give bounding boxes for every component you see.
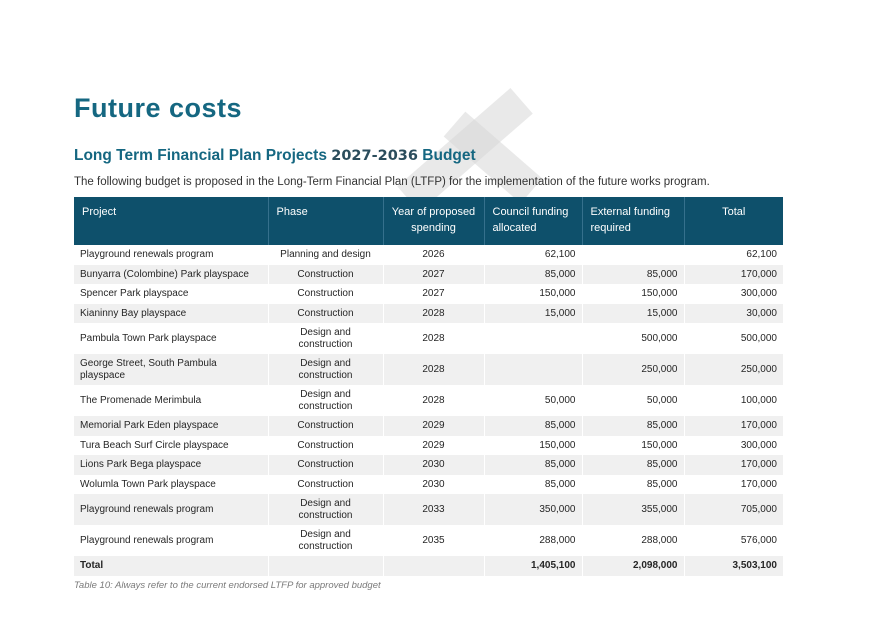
total-external-value: 2,098,000	[582, 556, 684, 576]
cell-external: 85,000	[582, 265, 684, 285]
cell-total: 300,000	[684, 284, 783, 304]
table-row	[74, 494, 783, 525]
cell-project: Pambula Town Park playspace	[74, 323, 268, 354]
cell-total: 300,000	[684, 436, 783, 456]
cell-year: 2035	[383, 525, 484, 556]
cell-council	[484, 354, 582, 385]
table-row	[74, 265, 783, 285]
cell-council	[484, 323, 582, 354]
cell-year: 2028	[383, 354, 484, 385]
cell-project: George Street, South Pambula playspace	[74, 354, 268, 385]
cell-council: 350,000	[484, 494, 582, 525]
cell-council: 15,000	[484, 304, 582, 324]
cell-year: 2033	[383, 494, 484, 525]
cell-total: 30,000	[684, 304, 783, 324]
section-title-budget: Budget	[422, 147, 476, 164]
cell-phase: Design and construction	[268, 354, 383, 385]
cell-council: 50,000	[484, 385, 582, 416]
cell-year: 2030	[383, 455, 484, 475]
cell-year: 2030	[383, 475, 484, 495]
cell-project: Playground renewals program	[74, 525, 268, 556]
cell-year: 2026	[383, 245, 484, 265]
table-row	[74, 323, 783, 354]
cell-project: Playground renewals program	[74, 494, 268, 525]
cell-phase: Design and construction	[268, 525, 383, 556]
table-row	[74, 475, 783, 495]
table-row	[74, 525, 783, 556]
section-title	[74, 147, 783, 165]
cell-external: 150,000	[582, 436, 684, 456]
table-row	[74, 284, 783, 304]
cell-project: Spencer Park playspace	[74, 284, 268, 304]
column-header-total: Total	[684, 197, 783, 245]
cell-phase: Design and construction	[268, 385, 383, 416]
column-header-external: External funding required	[582, 197, 684, 245]
budget-table	[74, 197, 783, 576]
cell-project: Memorial Park Eden playspace	[74, 416, 268, 436]
cell-total: 250,000	[684, 354, 783, 385]
table-row	[74, 385, 783, 416]
cell-project: Playground renewals program	[74, 245, 268, 265]
cell-external: 250,000	[582, 354, 684, 385]
table-cell-empty	[383, 556, 484, 576]
cell-project: The Promenade Merimbula	[74, 385, 268, 416]
cell-phase: Design and construction	[268, 323, 383, 354]
cell-council: 150,000	[484, 284, 582, 304]
cell-total: 62,100	[684, 245, 783, 265]
cell-council: 85,000	[484, 475, 582, 495]
total-label: Total	[74, 556, 268, 576]
cell-external	[582, 245, 684, 265]
cell-phase: Construction	[268, 436, 383, 456]
table-header	[74, 197, 783, 245]
cell-external: 85,000	[582, 475, 684, 495]
table-row	[74, 245, 783, 265]
cell-external: 150,000	[582, 284, 684, 304]
cell-total: 170,000	[684, 416, 783, 436]
page-content	[74, 93, 783, 591]
total-council-value: 1,405,100	[484, 556, 582, 576]
cell-external: 50,000	[582, 385, 684, 416]
cell-year: 2028	[383, 304, 484, 324]
table-cell-empty	[268, 556, 383, 576]
section-title-text: Long Term Financial Plan Projects	[74, 147, 327, 164]
cell-external: 500,000	[582, 323, 684, 354]
cell-total: 576,000	[684, 525, 783, 556]
cell-total: 170,000	[684, 455, 783, 475]
cell-council: 85,000	[484, 455, 582, 475]
cell-total: 170,000	[684, 475, 783, 495]
cell-year: 2027	[383, 284, 484, 304]
cell-project: Wolumla Town Park playspace	[74, 475, 268, 495]
table-body	[74, 245, 783, 576]
table-header-row	[74, 197, 783, 245]
cell-external: 288,000	[582, 525, 684, 556]
page-title: Future costs	[74, 93, 243, 123]
table-row	[74, 304, 783, 324]
column-header-year: Year of proposed spending	[383, 197, 484, 245]
cell-external: 15,000	[582, 304, 684, 324]
cell-project: Bunyarra (Colombine) Park playspace	[74, 265, 268, 285]
cell-year: 2027	[383, 265, 484, 285]
cell-council: 288,000	[484, 525, 582, 556]
cell-phase: Construction	[268, 455, 383, 475]
cell-external: 85,000	[582, 455, 684, 475]
intro-paragraph: The following budget is proposed in the Long-Term Financial Plan (LTFP) for the implementation of the future works program.	[74, 176, 710, 188]
table-row	[74, 436, 783, 456]
cell-council: 85,000	[484, 265, 582, 285]
column-header-council: Council funding allocated	[484, 197, 582, 245]
cell-year: 2028	[383, 385, 484, 416]
cell-year: 2029	[383, 416, 484, 436]
total-total-value: 3,503,100	[684, 556, 783, 576]
cell-external: 85,000	[582, 416, 684, 436]
cell-phase: Design and construction	[268, 494, 383, 525]
cell-phase: Construction	[268, 304, 383, 324]
cell-year: 2028	[383, 323, 484, 354]
cell-phase: Construction	[268, 416, 383, 436]
cell-project: Kianinny Bay playspace	[74, 304, 268, 324]
column-header-project: Project	[74, 197, 268, 245]
cell-total: 170,000	[684, 265, 783, 285]
cell-phase: Construction	[268, 475, 383, 495]
section-title-years: 2027-2036	[331, 148, 418, 164]
table-row	[74, 455, 783, 475]
cell-phase: Construction	[268, 265, 383, 285]
cell-total: 100,000	[684, 385, 783, 416]
cell-project: Tura Beach Surf Circle playspace	[74, 436, 268, 456]
cell-phase: Planning and design	[268, 245, 383, 265]
cell-council: 62,100	[484, 245, 582, 265]
cell-total: 500,000	[684, 323, 783, 354]
table-row	[74, 354, 783, 385]
cell-council: 85,000	[484, 416, 582, 436]
cell-project: Lions Park Bega playspace	[74, 455, 268, 475]
cell-total: 705,000	[684, 494, 783, 525]
column-header-phase: Phase	[268, 197, 383, 245]
cell-external: 355,000	[582, 494, 684, 525]
total-row	[74, 556, 783, 576]
cell-phase: Construction	[268, 284, 383, 304]
cell-council: 150,000	[484, 436, 582, 456]
table-row	[74, 416, 783, 436]
cell-year: 2029	[383, 436, 484, 456]
table-caption: Table 10: Always refer to the current endorsed LTFP for approved budget	[74, 579, 381, 591]
